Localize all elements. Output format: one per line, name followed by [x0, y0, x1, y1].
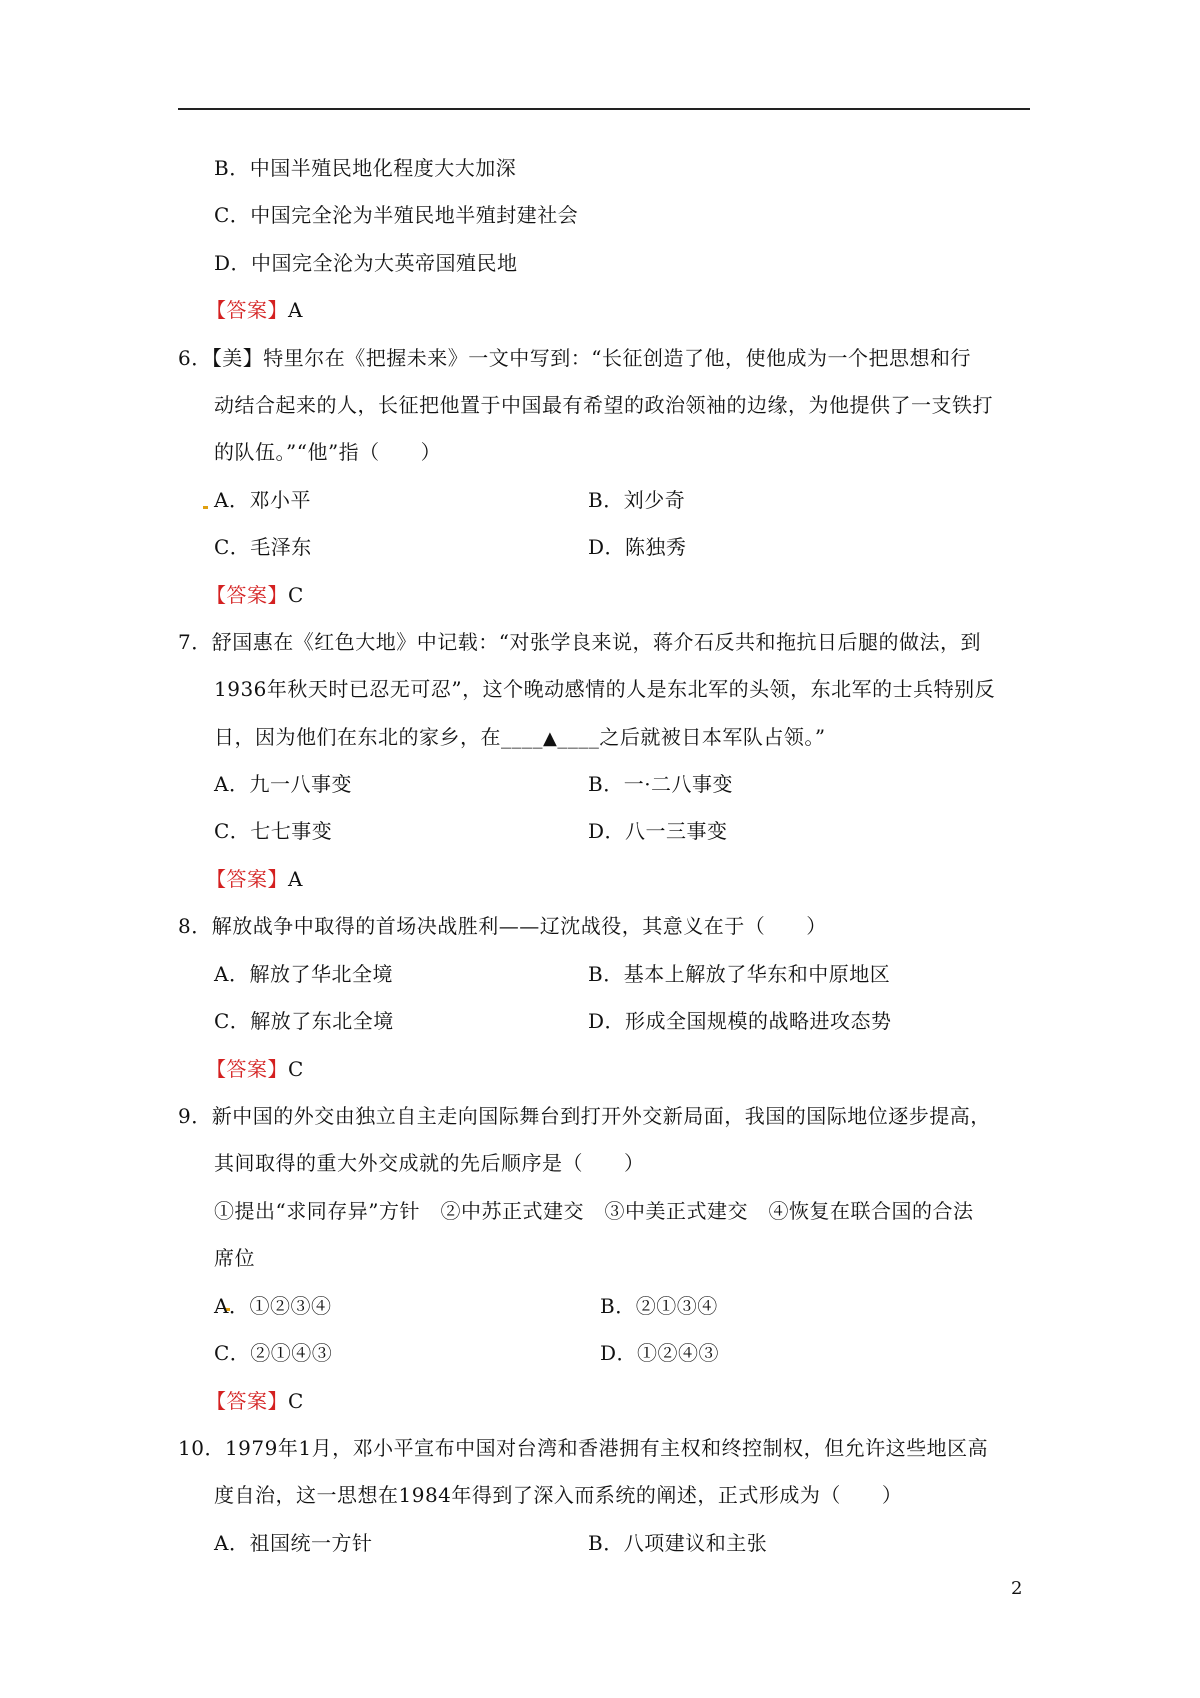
q9-stem-line-2: 其间取得的重大外交成就的先后顺序是（ ）	[214, 1151, 645, 1175]
q6-option-b: B．刘少奇	[588, 488, 686, 512]
q9-stem-line-1: 9．新中国的外交由独立自主走向国际舞台到打开外交新局面，我国的国际地位逐步提高，	[178, 1104, 991, 1128]
answer-label: 【答案】	[206, 583, 288, 607]
q9-option-c: C．②①④③	[214, 1341, 333, 1365]
q9-option-a: A．①②③④	[214, 1294, 332, 1318]
q6-stem-line-3: 的队伍。”“他”指（ ）	[214, 440, 442, 464]
q8-option-c: C．解放了东北全境	[214, 1009, 394, 1033]
answer-label: 【答案】	[206, 867, 288, 891]
answer-value: A	[288, 867, 303, 891]
fill-blank-left: ____	[501, 725, 543, 749]
q10-option-a: A．祖国统一方针	[214, 1531, 373, 1555]
triangle-icon: ▲	[543, 728, 558, 749]
q7-answer	[206, 865, 303, 893]
q9-stem-line-4: 席位	[214, 1246, 255, 1270]
q6-stem-line-1: 6．【美】特里尔在《把握未来》一文中写到：“长征创造了他，使他成为一个把思想和行	[178, 346, 971, 370]
q7-option-a: A．九一八事变	[214, 772, 352, 796]
q9-answer	[206, 1387, 304, 1415]
q7-option-b: B．一·二八事变	[588, 772, 734, 796]
q7-option-d: D．八一三事变	[588, 819, 728, 843]
q5-option-d: D．中国完全沦为大英帝国殖民地	[214, 251, 518, 275]
q10-option-b: B．八项建议和主张	[588, 1531, 768, 1555]
fill-blank-right: ____	[557, 725, 600, 749]
q8-option-b: B．基本上解放了华东和中原地区	[588, 962, 891, 986]
q9-stem-line-3: ①提出“求同存异”方针 ②中苏正式建交 ③中美正式建交 ④恢复在联合国的合法	[214, 1199, 974, 1223]
q6-option-d: D．陈独秀	[588, 535, 687, 559]
q9-option-d: D．①②④③	[600, 1341, 720, 1365]
page-number: 2	[1011, 1578, 1023, 1599]
q5-answer	[206, 296, 303, 324]
q9-option-b: B．②①③④	[600, 1294, 718, 1318]
answer-value: C	[288, 583, 304, 607]
q5-option-b: B．中国半殖民地化程度大大加深	[214, 156, 517, 180]
q6-answer	[206, 581, 304, 609]
answer-value: C	[288, 1057, 304, 1081]
edit-mark	[203, 506, 208, 509]
q10-stem-line-1: 10．1979年1月，邓小平宣布中国对台湾和香港拥有主权和终控制权，但允许这些地区高	[178, 1436, 989, 1460]
q7-option-c: C．七七事变	[214, 819, 333, 843]
q7-stem-text-end: 之后就被日本军队占领。”	[599, 725, 826, 749]
answer-value: A	[288, 298, 303, 322]
q6-option-a: A．邓小平	[214, 488, 311, 512]
answer-label: 【答案】	[206, 298, 288, 322]
q7-stem-text: 日，因为他们在东北的家乡，在	[214, 725, 501, 749]
q6-stem-line-2: 动结合起来的人，长征把他置于中国最有希望的政治领袖的边缘，为他提供了一支铁打	[214, 393, 993, 417]
q5-option-c: C．中国完全沦为半殖民地半殖封建社会	[214, 203, 579, 227]
q7-stem-line-2: 1936年秋天时已忍无可忍”，这个晚动感情的人是东北军的头领，东北军的士兵特别反	[214, 677, 996, 701]
answer-label: 【答案】	[206, 1057, 288, 1081]
q7-stem-line-1: 7．舒国惠在《红色大地》中记载：“对张学良来说，蒋介石反共和拖抗日后腿的做法，到	[178, 630, 981, 654]
answer-label: 【答案】	[206, 1389, 288, 1413]
q8-option-d: D．形成全国规模的战略进攻态势	[588, 1009, 892, 1033]
q8-stem-line-1: 8．解放战争中取得的首场决战胜利——辽沈战役，其意义在于（ ）	[178, 914, 827, 938]
q8-option-a: A．解放了华北全境	[214, 962, 393, 986]
header-rule	[178, 108, 1030, 110]
answer-value: C	[288, 1389, 304, 1413]
q7-stem-line-3	[214, 723, 826, 753]
q8-answer	[206, 1055, 304, 1083]
q6-option-c: C．毛泽东	[214, 535, 312, 559]
q10-stem-line-2: 度自治，这一思想在1984年得到了深入而系统的阐述，正式形成为（ ）	[214, 1483, 903, 1507]
